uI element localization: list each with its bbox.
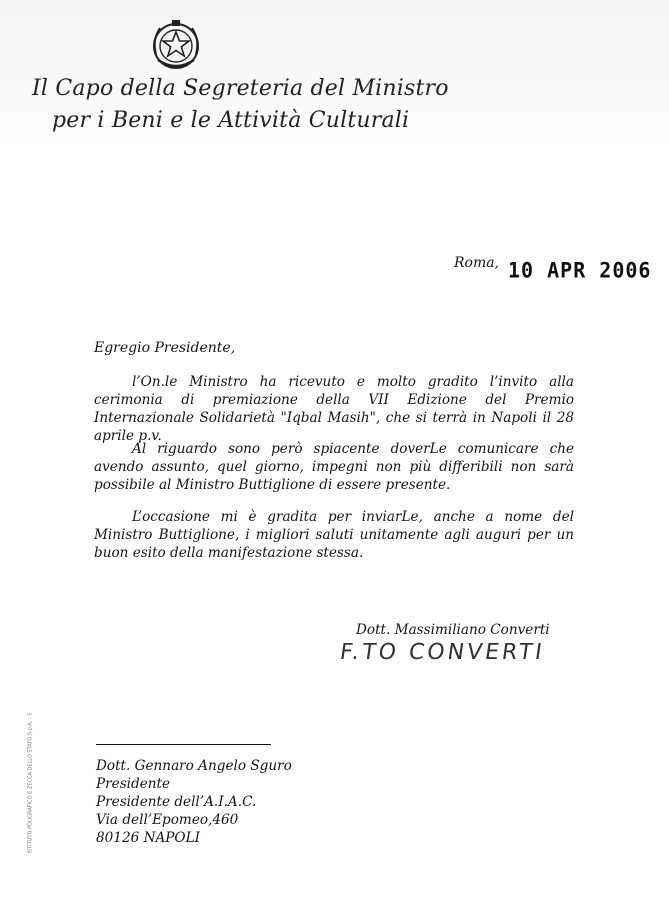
signatory-name: Dott. Massimiliano Converti <box>356 622 550 638</box>
recipient-line: Presidente <box>96 776 171 792</box>
body-paragraph: l’On.le Ministro ha ricevuto e molto gradito l’invito alla cerimonia di premiazione della VII Edizione del Premio Internazionale Solidarietà "Iqbal Masih", che si terrà in Napoli il 28 aprile p.v. <box>94 374 574 444</box>
letterhead-title: Il Capo della Segreteria del Ministro <box>32 76 449 101</box>
italian-republic-emblem-icon <box>148 16 204 74</box>
body-paragraph: Al riguardo sono però spiacente doverLe comunicare che avendo assunto, quel giorno, impegni non più differibili non sarà possibile al Ministro Buttiglione di essere presente. <box>94 441 574 493</box>
recipient-line: Presidente dell’A.I.A.C. <box>96 794 257 810</box>
printer-margin-code: ISTITUTO POLIGRAFICO E ZECCA DELLO STATO S.p.A. - S <box>27 712 34 854</box>
body-paragraph: L’occasione mi è gradita per inviarLe, anche a nome del Ministro Buttiglione, i migliori saluti unitamente agli auguri per un buon esito della manifestazione stessa. <box>94 509 574 561</box>
letterhead-subtitle: per i Beni e le Attività Culturali <box>52 108 410 133</box>
dateline-place: Roma, <box>454 255 500 271</box>
recipient-line: Dott. Gennaro Angelo Sguro <box>96 758 292 774</box>
recipient-address <box>96 757 292 847</box>
date-stamp: 10 APR 2006 <box>508 257 652 283</box>
salutation: Egregio Presidente, <box>94 340 236 356</box>
handwritten-signature: F.TO CONVERTI <box>338 640 547 665</box>
recipient-line: 80126 NAPOLI <box>96 830 200 846</box>
recipient-line: Via dell’Epomeo,460 <box>96 812 239 828</box>
address-divider <box>96 744 271 745</box>
